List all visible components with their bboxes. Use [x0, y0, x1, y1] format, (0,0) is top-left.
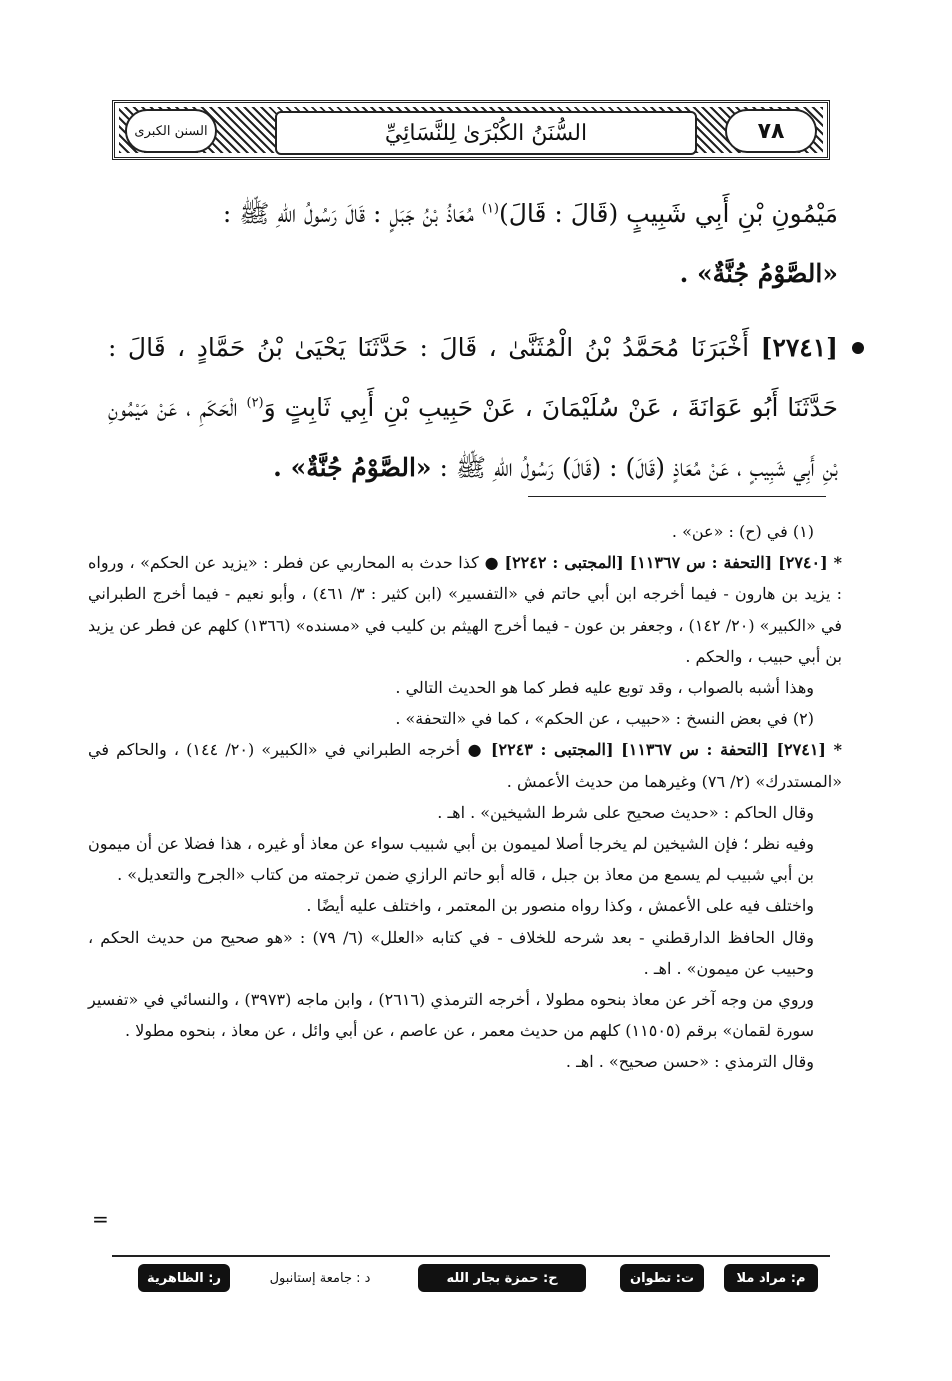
bullet-icon: ● — [478, 553, 500, 573]
hadith-number: [٢٧٤١] — [760, 333, 838, 362]
manuscript-label-t: ت: تطوان — [620, 1264, 704, 1292]
footnote-1: (١) في (ح) : «عن» . — [671, 522, 814, 541]
hakim-quote: وقال الحاكم : «حديث صحيح على شرط الشيخين» . اهـ . — [437, 802, 814, 822]
critique-paragraph: وفيه نظر ؛ فإن الشيخين لم يخرجا أصلا لميمون بن أبي شبيب سواء عن معاذ أو غيره ، هذا فضلا عن أن ميمون بن أبي شبيب لم يسمع من معاذ بن جبل ، قاله أبو حاتم الرازي ضمن ترجمته من كتاب «الجرح والتعديل» . — [88, 834, 814, 885]
footnote-ref-2: (٢) — [246, 395, 264, 411]
hadith-2741 — [108, 318, 838, 498]
book-title: السُّنَنُ الكُبْرَىٰ لِلنَّسَائِيِّ — [384, 120, 588, 146]
bullet-icon: ● — [460, 740, 484, 760]
footnote-divider — [528, 496, 826, 497]
continued-hadith — [108, 184, 838, 304]
takhrij-2740-head: * [٢٧٤٠] [التحفة : س ١١٣٦٧] [المجتبى : ٢٢٤٢] — [504, 553, 842, 573]
page-number: ٧٨ — [757, 118, 785, 144]
tirmidhi-quote: وقال الترمذي : «حسن صحيح» . اهـ . — [565, 1052, 814, 1072]
continued-line-1: مَيْمُونِ بْنِ أَبِي شَبِيبٍ (قَالَ : قَالَ)$^{(١)}$ مُعَاذُ بْنُ جَبَلٍ : قَالَ رَسُولُ اللهِ ﷺ : — [222, 199, 838, 228]
takhrij-2741 — [88, 734, 842, 796]
daraqutni-paragraph: وقال الحافظ الدارقطني - بعد شرحه للخلاف - في كتابه «العلل» (٦/ ٧٩) : «هو صحيح من حديث الحكم ، وحبيب عن ميمون» . اهـ . — [88, 927, 815, 978]
page-header — [112, 100, 830, 160]
hadith-bullet-icon — [852, 342, 864, 354]
takhrij-2740 — [88, 547, 842, 672]
page-number-box — [725, 109, 817, 153]
footer-rule — [112, 1255, 830, 1257]
hadith-quote: «الصَّوْمُ جُنَّةٌ» . — [273, 453, 432, 482]
seal-text: السنن الكبرى — [134, 123, 208, 139]
continued-line-2: «الصَّوْمُ جُنَّةٌ» . — [679, 259, 838, 288]
manuscript-legend — [112, 1264, 830, 1294]
footnote-ref-1: (١) — [481, 201, 499, 217]
takhrij-2740-tail: وهذا أشبه بالصواب ، وقد توبع عليه فطر كما هو الحديث التالي . — [395, 678, 814, 698]
hadith-text-1: أَخْبَرَنَا مُحَمَّدُ بْنُ الْمُثَنَّىٰ ، قَالَ : حَدَّثَنَا يَحْيَىٰ بْنُ حَمَّادٍ ، قَالَ : حَدَّثَنَا أَبُو عَوَانَةَ ، عَنْ سُلَيْمَانَ ، عَنْ حَبِيبِ بْنِ أَبِي ثَابِتٍ وَ — [108, 333, 838, 422]
continuation-mark: = — [92, 1207, 109, 1231]
manuscript-label-r: ر: الظاهرية — [138, 1264, 230, 1292]
other-route-paragraph: وروي من وجه آخر عن معاذ بنحوه مطولا ، أخرجه الترمذي (٢٦١٦) ، وابن ماجه (٣٩٧٣) ، والنسائي في «تفسير سورة لقمان» برقم (١١٥٠٥) كلهم من حديث معمر ، عن عاصم ، عن أبي وائل ، عن معاذ ، بنحوه مطولا . — [88, 990, 815, 1041]
book-seal — [125, 109, 217, 153]
manuscript-label-d: د : جامعة إستانبول — [269, 1270, 371, 1286]
footnote-2: (٢) في بعض النسخ : «حبيب ، عن الحكم» ، كما في «التحفة» . — [395, 709, 814, 729]
takhrij-2740-body: كذا حدث به المحاربي عن فطر : «يزيد عن الحكم» ، ورواه : يزيد بن هارون - فيما أخرجه ابن أبي حاتم في «التفسير» (ابن كثير : ٣/ ٤٦١) ، وأبو نعيم - فيما أخرج الطبراني في «الكبير» (٢٠/ ١٤٢) ، وجعفر بن عون - فيما أخرج الهيثم بن كليب في «مسنده» (١٣٦٦) كلهم عن فطر عن يزيد بن أبي حبيب ، والحكم . — [88, 553, 843, 666]
manuscript-label-m: م: مراد ملا — [724, 1264, 818, 1292]
footnotes — [88, 516, 842, 1078]
hadith-text-2: الْحَكَمِ ، عَنْ مَيْمُونِ بْنِ أَبِي شَبِيبٍ ، عَنْ مُعَاذٍ (قَالَ) : (قَالَ) رَسُولُ اللهِ ﷺ : — [108, 393, 838, 482]
ikhtilaf-paragraph: واختلف فيه على الأعمش ، وكذا رواه منصور بن المعتمر ، واختلف عليه أيضًا . — [306, 896, 814, 916]
takhrij-2741-body: أخرجه الطبراني في «الكبير» (٢٠/ ١٤٤) ، والحاكم في «المستدرك» (٢/ ٧٦) وغيرهما من حديث الأعمش . — [88, 740, 842, 791]
takhrij-2741-head: * [٢٧٤١] [التحفة : س ١١٣٦٧] [المجتبى : ٢٢٤٣] — [490, 740, 842, 760]
title-box — [275, 111, 697, 155]
manuscript-label-h: ح: حمزة بجار الله — [418, 1264, 586, 1292]
